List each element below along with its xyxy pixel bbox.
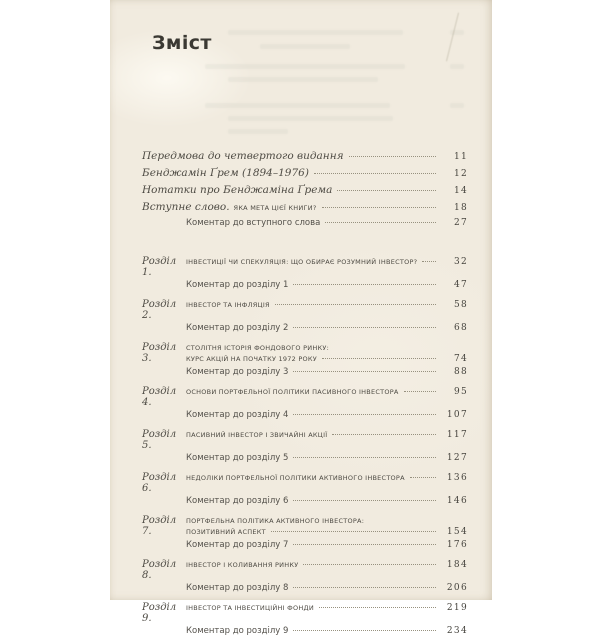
chapter-comment-row <box>142 367 468 378</box>
page-number: 146 <box>446 496 468 506</box>
chapter-title-row <box>142 342 468 365</box>
toc-chapter-entry <box>142 256 468 291</box>
dotted-leader <box>293 630 436 631</box>
page-number: 176 <box>446 540 468 550</box>
dotted-leader <box>275 304 436 305</box>
page-number: 117 <box>446 430 468 440</box>
chapter-title-line: ІНВЕСТИЦІЇ ЧИ СПЕКУЛЯЦІЯ: ЩО ОБИРАЄ РОЗУМНИЙ ІНВЕСТОР? <box>186 258 418 266</box>
toc-chapter-entry <box>142 559 468 594</box>
chapter-title-row <box>142 472 468 494</box>
chapter-comment-row <box>142 453 468 464</box>
page-number: 12 <box>453 169 468 179</box>
toc-front-row <box>142 149 468 166</box>
page-number: 206 <box>446 583 468 593</box>
page-number: 234 <box>446 626 468 636</box>
page-number: 74 <box>453 354 468 364</box>
comment-title: Коментар до розділу 3 <box>186 367 289 377</box>
dotted-leader <box>337 190 436 191</box>
comment-title: Коментар до розділу 2 <box>186 323 289 333</box>
dotted-leader <box>293 371 436 372</box>
dotted-leader <box>319 607 436 608</box>
comment-title: Коментар до розділу 1 <box>186 280 289 290</box>
chapter-title-row <box>142 515 468 538</box>
dotted-leader <box>314 173 436 174</box>
chapter-title-row <box>142 559 468 581</box>
dotted-leader <box>293 587 436 588</box>
page-title: Зміст <box>152 32 212 54</box>
page-number: 68 <box>453 323 468 333</box>
dotted-leader <box>293 457 436 458</box>
page-number: 32 <box>453 257 468 267</box>
toc-front-row <box>142 166 468 183</box>
dotted-leader <box>404 391 436 392</box>
comment-title: Коментар до розділу 6 <box>186 496 289 506</box>
chapter-comment-row <box>142 410 468 421</box>
dotted-leader <box>349 156 436 157</box>
chapter-title-line: ІНВЕСТОР ТА ІНВЕСТИЦІЙНІ ФОНДИ <box>186 604 314 612</box>
page-number: 219 <box>446 603 468 613</box>
page-number: 136 <box>446 473 468 483</box>
chapter-label: Розділ 4. <box>142 386 177 408</box>
chapter-label: Розділ 7. <box>142 515 177 537</box>
chapter-comment-row <box>142 626 468 637</box>
chapter-title-line: ПОЗИТИВНИЙ АСПЕКТ <box>186 528 266 536</box>
dotted-leader <box>332 434 436 435</box>
chapter-label: Розділ 1. <box>142 256 177 278</box>
page-number: 27 <box>453 218 468 228</box>
toc-chapter-entry <box>142 602 468 637</box>
toc-chapter-entry <box>142 386 468 421</box>
chapter-label: Розділ 5. <box>142 429 177 451</box>
chapter-label: Розділ 8. <box>142 559 177 581</box>
entry-title-caps: ЯКА МЕТА ЦІЄЇ КНИГИ? <box>233 204 317 212</box>
toc-chapter-entry <box>142 342 468 378</box>
entry-title: Передмова до четвертого видання <box>142 150 344 162</box>
toc-front-row <box>142 200 468 217</box>
chapter-title-row <box>142 299 468 321</box>
chapter-title-line: ОСНОВИ ПОРТФЕЛЬНОЇ ПОЛІТИКИ ПАСИВНОГО ІНВЕСТОРА <box>186 388 399 396</box>
page-number: 127 <box>446 453 468 463</box>
chapter-title-line: НЕДОЛІКИ ПОРТФЕЛЬНОЇ ПОЛІТИКИ АКТИВНОГО ІНВЕСТОРА <box>186 474 405 482</box>
page-number: 154 <box>446 527 468 537</box>
page-number: 95 <box>453 387 468 397</box>
toc-chapter-entry <box>142 515 468 551</box>
page-number: 47 <box>453 280 468 290</box>
dotted-leader <box>293 414 436 415</box>
dotted-leader <box>293 544 436 545</box>
chapter-label: Розділ 2. <box>142 299 177 321</box>
dotted-leader <box>293 500 436 501</box>
chapter-comment-row <box>142 280 468 291</box>
dotted-leader <box>325 222 436 223</box>
toc-front-comment-row <box>142 217 468 230</box>
entry-title: Вступне слово. <box>142 201 230 213</box>
dotted-leader <box>271 531 436 532</box>
toc-chapter-entry <box>142 472 468 507</box>
chapter-title-row <box>142 429 468 451</box>
chapter-title-row <box>142 602 468 624</box>
page-number: 184 <box>446 560 468 570</box>
dotted-leader <box>303 564 436 565</box>
page-number: 58 <box>453 300 468 310</box>
toc-chapter-entry <box>142 429 468 464</box>
chapter-title-line: ПАСИВНИЙ ІНВЕСТОР І ЗВИЧАЙНІ АКЦІЇ <box>186 431 328 439</box>
chapter-comment-row <box>142 583 468 594</box>
chapter-comment-row <box>142 540 468 551</box>
dotted-leader <box>322 358 436 359</box>
comment-title: Коментар до розділу 5 <box>186 453 289 463</box>
chapter-title-line: КУРС АКЦІЙ НА ПОЧАТКУ 1972 РОКУ <box>186 355 317 363</box>
entry-title: Нотатки про Бенджаміна Ґрема <box>142 184 333 196</box>
dotted-leader <box>322 207 436 208</box>
chapter-title-line: ПОРТФЕЛЬНА ПОЛІТИКА АКТИВНОГО ІНВЕСТОРА: <box>186 517 365 525</box>
toc-chapter-entry <box>142 299 468 334</box>
dotted-leader <box>410 477 436 478</box>
chapter-label: Розділ 6. <box>142 472 177 494</box>
comment-title: Коментар до розділу 7 <box>186 540 289 550</box>
chapter-comment-row <box>142 323 468 334</box>
comment-title: Коментар до розділу 9 <box>186 626 289 636</box>
chapter-title-line: ІНВЕСТОР ТА ІНФЛЯЦІЯ <box>186 301 270 309</box>
comment-title: Коментар до розділу 4 <box>186 410 289 420</box>
dotted-leader <box>293 284 436 285</box>
page-number: 88 <box>453 367 468 377</box>
chapter-label: Розділ 3. <box>142 342 177 364</box>
chapter-title-row <box>142 256 468 278</box>
chapter-title-row <box>142 386 468 408</box>
page-number: 11 <box>453 152 468 162</box>
page-number: 14 <box>453 186 468 196</box>
dotted-leader <box>422 261 436 262</box>
entry-title: Бенджамін Ґрем (1894–1976) <box>142 167 309 179</box>
chapter-label: Розділ 9. <box>142 602 177 624</box>
page-number: 18 <box>453 203 468 213</box>
front-matter-list <box>142 149 468 230</box>
comment-title: Коментар до розділу 8 <box>186 583 289 593</box>
page-number: 107 <box>446 410 468 420</box>
chapter-list <box>142 256 468 637</box>
book-page <box>110 0 492 636</box>
dotted-leader <box>293 327 436 328</box>
chapter-title-line: ІНВЕСТОР І КОЛИВАННЯ РИНКУ <box>186 561 299 569</box>
chapter-title-line: СТОЛІТНЯ ІСТОРІЯ ФОНДОВОГО РИНКУ: <box>186 344 330 352</box>
chapter-comment-row <box>142 496 468 507</box>
toc-front-row <box>142 183 468 200</box>
entry-title: Коментар до вступного слова <box>186 218 321 228</box>
